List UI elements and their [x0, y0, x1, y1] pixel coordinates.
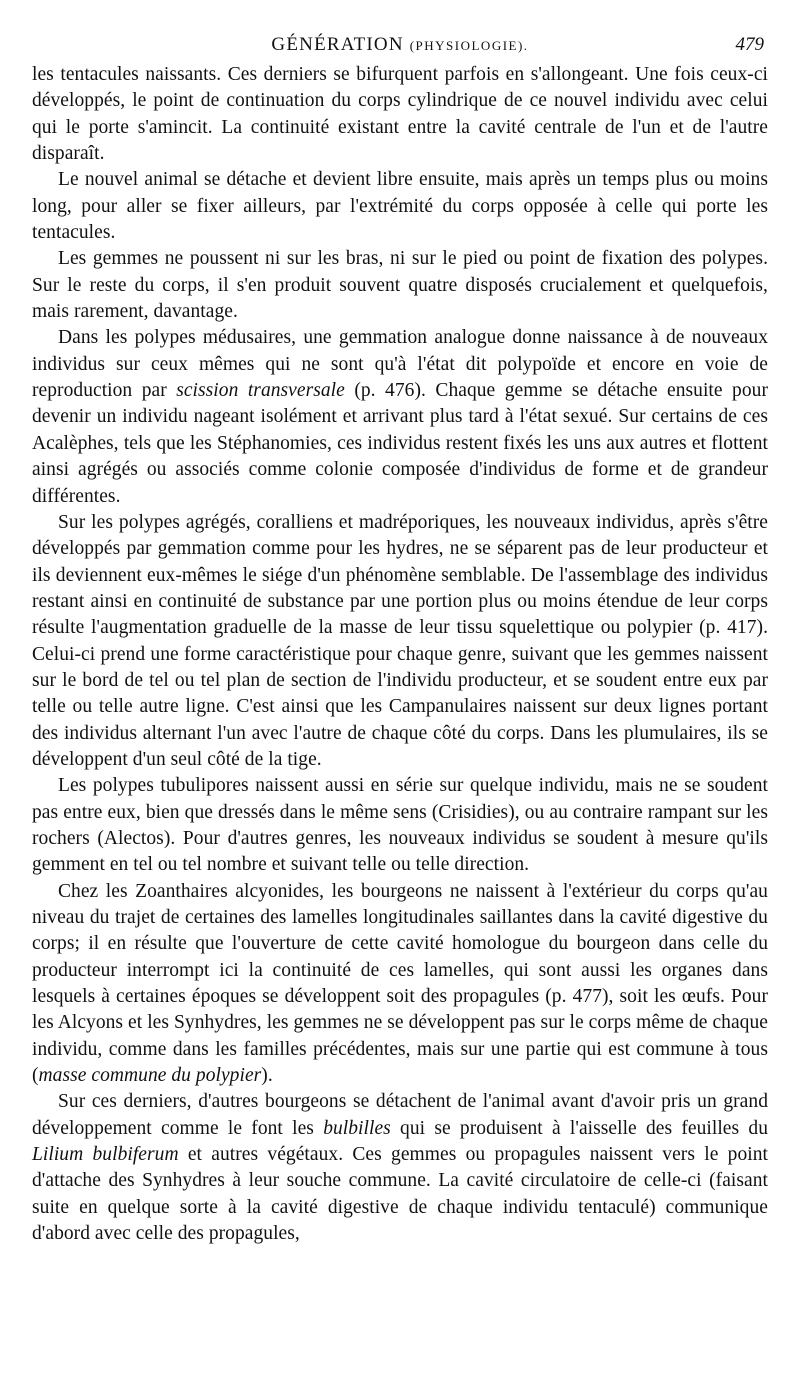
paragraph — [32, 167, 768, 246]
paragraph — [32, 62, 768, 167]
paragraph — [32, 773, 768, 878]
paragraph-text: Le nouvel animal se détache et devient libre ensuite, mais après un temps plus ou moins long, pour aller se fixer ailleurs, par l'extrémité du corps opposée à celle qui porte les tentacules. — [32, 169, 768, 244]
running-title-sub: (PHYSIOLOGIE). — [409, 38, 529, 53]
paragraph-text: Chez les Zoanthaires alcyonides, les bourgeons ne naissent à l'extérieur du corps qu'au niveau du trajet de certaines des lamelles longitudinales saillantes dans la cavité digestive du corps; il en résulte que l'ouverture de cette cavité homologue du bourgeon dans celle du producteur interrompt ici la continuité de ces lamelles, qui sont aussi les organes dans lesquels à certaines époques se développent soit des propagules (p. 477), soit les œufs. Pour les Alcyons et les Synhydres, les gemmes ne se développent pas sur le corps même de chaque individu, comme dans les familles précédentes, mais sur une partie qui est commune à tous ( — [32, 880, 768, 1087]
paragraph-text: et autres végétaux. Ces gemmes ou propagules naissent vers le point d'attache des Synhydres à leur souche commune. La cavité circulatoire de celle-ci (faisant suite en quelque sorte à la cavité digestive de chaque individu tentaculé) communique d'abord avec celle des propagules, — [32, 1144, 768, 1245]
text-body — [32, 62, 768, 1247]
paragraph-text: ). — [261, 1065, 273, 1087]
paragraph-text: Sur ces derniers, d'autres bourgeons se détachent de l'animal avant d'avoir pris un grand développement comme le font les — [32, 1091, 768, 1139]
paragraph — [32, 246, 768, 325]
italic-text: bulbilles — [323, 1117, 391, 1139]
paragraph-text: Les gemmes ne poussent ni sur les bras, ni sur le pied ou point de fixation des polypes. Sur le reste du corps, il s'en produit souvent quatre disposés crucialement et quelquefois, mais rarement, davantage. — [32, 248, 768, 323]
paragraph — [32, 510, 768, 773]
paragraph-text: qui se produisent à l'aisselle des feuilles du — [390, 1117, 768, 1139]
paragraph-text: Les polypes tubulipores naissent aussi en série sur quelque individu, mais ne se soudent pas entre eux, bien que dressés dans le même sens (Crisidies), ou au contraire rampant sur les rochers (Alectos). Pour d'autres genres, les nouveaux individus se soudent à mesure qu'ils gemment en tel ou tel nombre et suivant telle ou telle direction. — [32, 775, 768, 876]
paragraph — [32, 325, 768, 509]
running-title — [32, 34, 768, 56]
paragraph-text: Dans les polypes médusaires, une gemmation analogue donne naissance à de nouveaux individus sur ceux mêmes qui ne sont qu'à l'état dit polypoïde et encore en voie de reproduction par — [32, 327, 768, 402]
running-title-main: GÉNÉRATION — [271, 34, 404, 55]
paragraph-text: les tentacules naissants. Ces derniers se bifurquent parfois en s'allongeant. Une fois ceux-ci développés, le point de continuation du corps cylindrique de ce nouvel individu avec celui qui le porte s'amincit. La continuité existant entre la cavité centrale de l'un et de l'autre disparaît. — [32, 64, 768, 165]
italic-text: Lilium bulbiferum — [32, 1144, 179, 1166]
paragraph-text: (p. 476). Chaque gemme se détache ensuite pour devenir un individu nageant isolément et arrivant plus tard à l'état sexué. Sur certains de ces Acalèphes, tels que les Stéphanomies, ces individus restent fixés les uns aux autres et flottent ainsi agrégés ou associés comme colonie composée d'individus de forme et de grandeur différentes. — [32, 380, 768, 507]
italic-text: scission transversale — [176, 380, 345, 402]
italic-text: masse commune du polypier — [38, 1065, 262, 1087]
paragraph — [32, 879, 768, 1090]
page-number: 479 — [735, 34, 764, 55]
paragraph — [32, 1089, 768, 1247]
paragraph-text: Sur les polypes agrégés, coralliens et madréporiques, les nouveaux individus, après s'être développés par gemmation comme pour les hydres, ne se séparent pas de leur producteur et ils deviennent eux-mêmes le siége d'un phénomène semblable. De l'assemblage des individus restant ainsi en continuité de substance par une portion plus ou moins étendue de leur corps résulte l'augmentation graduelle de la masse de leur tissu squelettique ou polypier (p. 417). Celui-ci prend une forme caractéristique pour chaque genre, suivant que les gemmes naissent sur le bord de tel ou tel plan de section de l'individu producteur, et se soudent entre eux par telle ou telle autre ligne. C'est ainsi que les Campanulaires naissent sur deux lignes portant des individus alternant l'un avec l'autre de chaque côté du corps. Dans les plumulaires, ils se développent d'un seul côté de la tige. — [32, 511, 768, 770]
running-header — [32, 28, 768, 62]
